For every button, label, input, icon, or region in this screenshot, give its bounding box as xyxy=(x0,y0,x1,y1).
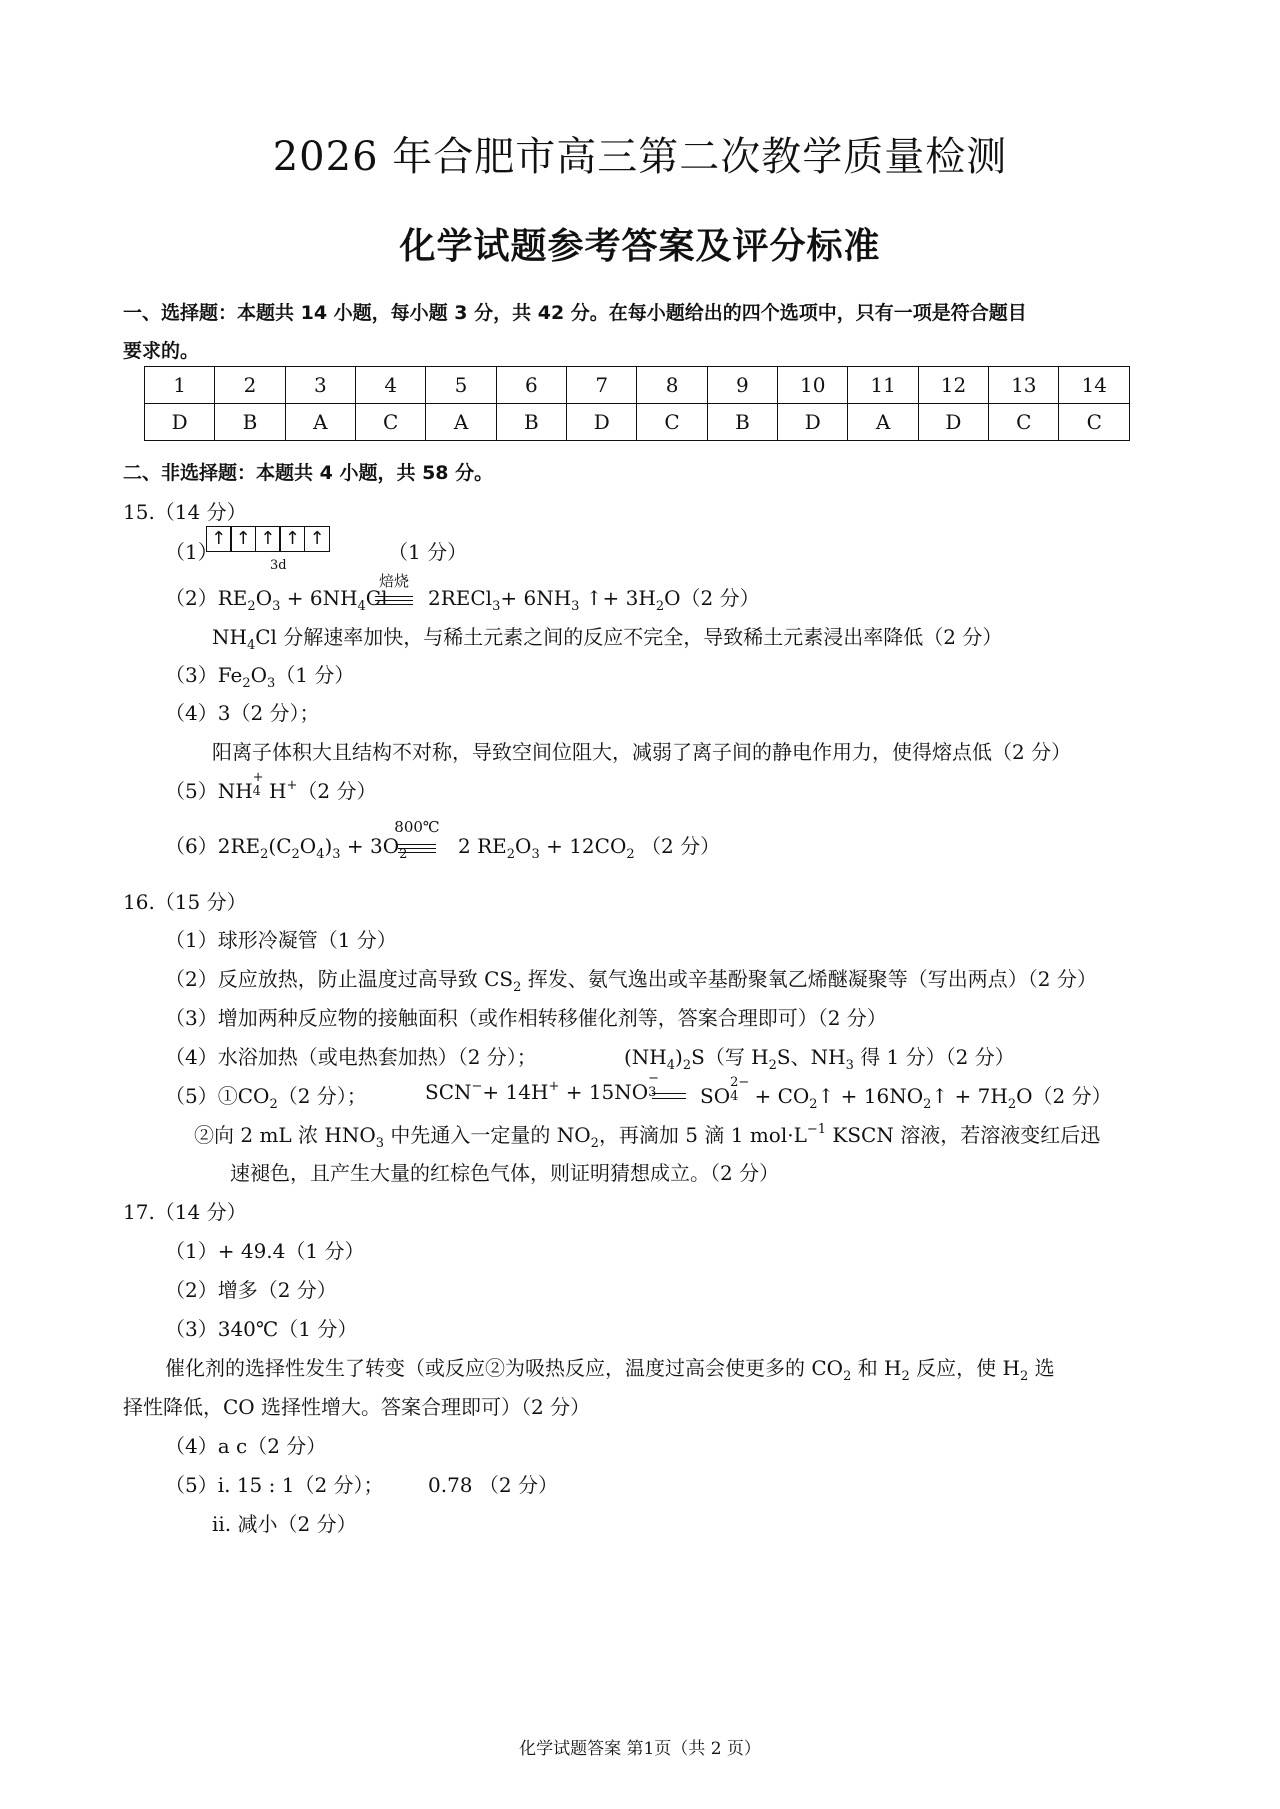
orbital-box xyxy=(255,526,281,552)
q16-part4: （4）水浴加热（或电热套加热）（2 分）； xyxy=(165,1045,537,1069)
answer-cell: D xyxy=(567,404,637,441)
reaction-condition: 800℃ xyxy=(394,818,440,836)
page-subtitle: 化学试题参考答案及评分标准 xyxy=(399,226,881,267)
answer-cell: C xyxy=(1059,404,1130,441)
q17-label: 17.（14 分） xyxy=(123,1200,247,1224)
question-number-cell: 7 xyxy=(567,367,637,404)
q15-part4: （4）3（2 分）； xyxy=(165,701,320,725)
q16-part4-product: $(NH_4)_2S$（写 $H_2S$、$NH_3$ 得 1 分）（2 分） xyxy=(624,1045,1015,1073)
answer-cell: C xyxy=(356,404,426,441)
question-number-cell: 12 xyxy=(918,367,988,404)
q16-part5-equation-right: SO 2− 4 + $CO_2↑$ + $16NO_2↑ + 7H_2O(2$ 分） xyxy=(700,1075,1112,1112)
q15-part4-note: 阳离子体积大且结构不对称，导致空间位阻大，减弱了离子间的静电作用力，使得熔点低（2 分） xyxy=(212,740,1072,764)
answer-cell: A xyxy=(285,404,355,441)
question-number-cell: 14 xyxy=(1059,367,1130,404)
answer-cell: D xyxy=(918,404,988,441)
orbital-box xyxy=(304,526,330,552)
q15-part6-equation-right: 2 $RE_2O_3 + 12CO_2$ （2 分） xyxy=(458,834,721,862)
up-arrow-icon: ↑ xyxy=(284,528,300,549)
question-number-cell: 4 xyxy=(356,367,426,404)
reaction-condition: 焙烧 xyxy=(378,572,409,590)
q17-part3-note-cont: 择性降低，CO 选择性增大。答案合理即可）（2 分） xyxy=(123,1395,591,1419)
q15-part2-note: $NH_4Cl$ 分解速率加快，与稀土元素之间的反应不完全，导致稀土元素浸出率降低（2 分） xyxy=(212,625,1003,653)
answer-cell: B xyxy=(707,404,777,441)
orbital-box xyxy=(279,526,305,552)
orbital-box xyxy=(230,526,256,552)
section1-heading: 一、选择题：本题共 14 小题，每小题 3 分，共 42 分。在每小题给出的四个选项中，只有一项是符合题目 xyxy=(123,302,1027,324)
q17-part5-ii: ii. 减小（2 分） xyxy=(212,1512,357,1536)
question-number-cell: 6 xyxy=(496,367,566,404)
up-arrow-icon: ↑ xyxy=(211,528,227,549)
q15-part2-equation-right: 2RECl$_3$+ $6NH_3$ ↑+ $3H_2O(2$ 分） xyxy=(428,586,760,614)
answer-table xyxy=(144,366,1130,441)
electron-orbital-diagram xyxy=(207,526,330,552)
answer-cell: C xyxy=(989,404,1059,441)
answer-cell: D xyxy=(145,404,215,441)
q15-part1-score: （1 分） xyxy=(388,540,468,564)
q17-part3: （3）340℃（1 分） xyxy=(165,1317,358,1341)
question-number-cell: 9 xyxy=(707,367,777,404)
q15-part3: $(3)Fe_2O_3(1$ 分） xyxy=(165,663,355,691)
question-number-cell: 8 xyxy=(637,367,707,404)
q16-label: 16.（15 分） xyxy=(123,890,247,914)
answer-cell: D xyxy=(778,404,848,441)
answer-cell: C xyxy=(637,404,707,441)
q15-part6-equation-left: $(6)2RE_2(C_2O_4)_3 + 3O_2$ xyxy=(165,834,408,862)
q15-part5: （5）NH + 4 H+（2 分） xyxy=(165,770,377,803)
q17-part4: （4）a c（2 分） xyxy=(165,1434,327,1458)
section2-heading: 二、非选择题：本题共 4 小题，共 58 分。 xyxy=(123,462,494,484)
up-arrow-icon: ↑ xyxy=(235,528,251,549)
answer-cell: B xyxy=(215,404,285,441)
page-title: 2026 年合肥市高三第二次教学质量检测 xyxy=(272,134,1008,180)
q16-part5-step2: ②向 2 mL 浓 $HNO_3$ 中先通入一定量的 $NO_2$，再滴加 5 滴 1 $mol\cdot L^{-1}$ KSCN 溶液，若溶液变红后迅 xyxy=(194,1122,1101,1151)
question-number-cell: 10 xyxy=(778,367,848,404)
page-footer: 化学试题答案 第1页（共 2 页） xyxy=(519,1739,761,1759)
q17-part2: （2）增多（2 分） xyxy=(165,1278,337,1302)
up-arrow-icon: ↑ xyxy=(260,528,276,549)
orbital-box xyxy=(206,526,232,552)
answer-table-answer-row xyxy=(145,404,1130,441)
question-number-cell: 13 xyxy=(989,367,1059,404)
answer-table-number-row xyxy=(145,367,1130,404)
q16-part1: （1）球形冷凝管（1 分） xyxy=(165,928,397,952)
question-number-cell: 11 xyxy=(848,367,918,404)
answer-cell: A xyxy=(848,404,918,441)
question-number-cell: 3 xyxy=(285,367,355,404)
up-arrow-icon: ↑ xyxy=(309,528,325,549)
q17-part1: （1）+ 49.4（1 分） xyxy=(165,1239,365,1263)
q17-part5-value: 0.78 （2 分） xyxy=(428,1473,558,1497)
q16-part5-step2-cont: 速褪色，且产生大量的红棕色气体，则证明猜想成立。（2 分） xyxy=(230,1161,780,1185)
question-number-cell: 1 xyxy=(145,367,215,404)
answer-cell: A xyxy=(426,404,496,441)
question-number-cell: 2 xyxy=(215,367,285,404)
orbital-label: 3d xyxy=(270,558,287,573)
q16-part3: （3）增加两种反应物的接触面积（或作相转移催化剂等，答案合理即可）（2 分） xyxy=(165,1006,887,1030)
q16-part5: $(5)①CO_2(2$ 分）； xyxy=(165,1084,367,1112)
q17-part5: （5）i. 15 : 1（2 分）； xyxy=(165,1473,384,1497)
answer-cell: B xyxy=(496,404,566,441)
q17-part3-note: 催化剂的选择性发生了转变（或反应②为吸热反应，温度过高会使更多的 $CO_2$ 和 $H_2$ 反应，使 $H_2$ 选 xyxy=(165,1356,1055,1384)
q16-part5-equation-left: SCN−+ 14H+ + 15NO − 3 xyxy=(425,1071,660,1104)
q15-label: 15.（14 分） xyxy=(123,500,247,524)
q15-part2-equation-left: $(2)RE_2O_3 + 6NH_4Cl$ xyxy=(165,586,388,614)
q15-part1-number: （1） xyxy=(165,540,218,564)
section1-heading-cont: 要求的。 xyxy=(123,340,200,362)
q16-part2: （2）反应放热，防止温度过高导致 $CS_2$ 挥发、氨气逸出或辛基酚聚氧乙烯醚凝聚等（写出两点）（2 分） xyxy=(165,967,1097,995)
question-number-cell: 5 xyxy=(426,367,496,404)
